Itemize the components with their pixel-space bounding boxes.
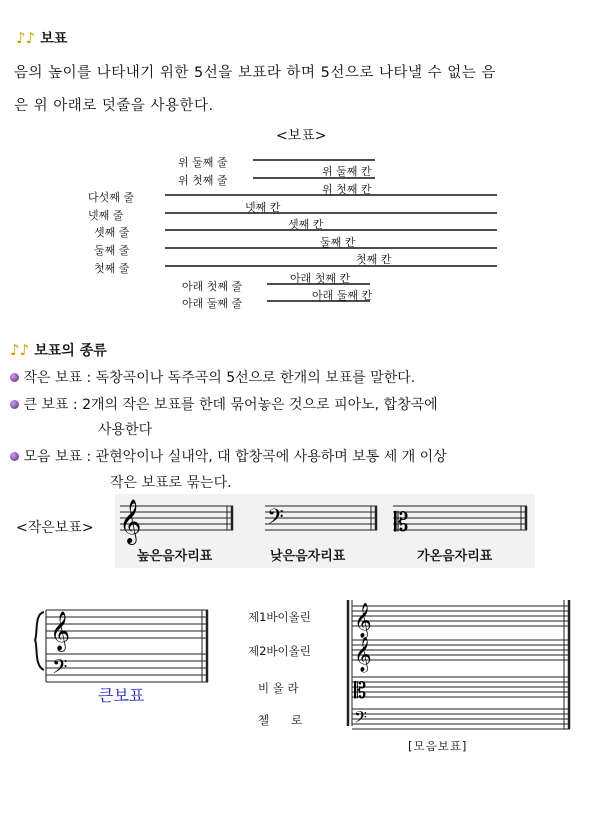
list-item-grand-staff bbox=[10, 394, 438, 414]
label-lower1-space: 아래 첫째 칸 bbox=[290, 272, 351, 285]
treble-clef-icon: 𝄞 bbox=[354, 603, 372, 638]
list-item-continuation: 사용한다 bbox=[98, 422, 153, 438]
bass-clef-icon: 𝄢 bbox=[267, 505, 284, 535]
list-item-continuation: 작은 보표로 묶는다. bbox=[110, 475, 232, 491]
label-lower2-line: 아래 둘째 줄 bbox=[182, 297, 243, 310]
bass-clef-icon: 𝄢 bbox=[52, 655, 68, 683]
section-title: 보표 bbox=[40, 31, 68, 47]
instrument-label-cello: 첼 로 bbox=[258, 713, 303, 727]
grand-staff-caption: 큰보표 bbox=[98, 686, 145, 705]
label-lower2-space: 아래 둘째 칸 bbox=[312, 289, 373, 302]
clef-label-treble: 높은음자리표 bbox=[137, 549, 213, 564]
section-heading-staff-types bbox=[10, 340, 107, 360]
list-item-ensemble-staff bbox=[10, 446, 447, 466]
label-space3: 셋째 칸 bbox=[288, 218, 324, 231]
instrument-label-violin1: 제1바이올린 bbox=[248, 610, 311, 624]
instrument-label-viola: 비 올 라 bbox=[258, 681, 299, 695]
list-item-text: 작은 보표 : 독창곡이나 독주곡의 5선으로 한개의 보표를 말한다. bbox=[23, 370, 416, 386]
grand-staff bbox=[30, 600, 220, 685]
alto-staff bbox=[393, 506, 527, 530]
instrument-label-violin2: 제2바이올린 bbox=[248, 644, 311, 658]
label-line2: 둘째 줄 bbox=[94, 244, 130, 257]
list-item-small-staff bbox=[10, 367, 415, 387]
label-lower1-line: 아래 첫째 줄 bbox=[182, 280, 243, 293]
ensemble-staff-caption: [모음보표] bbox=[408, 739, 468, 753]
treble-clef-icon: 𝄞 bbox=[119, 499, 142, 543]
label-line1: 첫째 줄 bbox=[94, 262, 130, 275]
intro-paragraph-line2: 은 위 아래로 덧줄을 사용한다. bbox=[14, 98, 214, 114]
section-title: 보표의 종류 bbox=[34, 343, 107, 359]
label-space4: 넷째 칸 bbox=[245, 201, 281, 214]
label-upper1-line: 위 첫째 줄 bbox=[178, 174, 228, 187]
clef-label-bass: 낮은음자리표 bbox=[270, 549, 346, 564]
label-space2: 둘째 칸 bbox=[320, 236, 356, 249]
clef-label-alto: 가온음자리표 bbox=[417, 549, 493, 564]
diagram-caption: <보표> bbox=[276, 128, 327, 144]
treble-clef-icon: 𝄞 bbox=[354, 637, 372, 672]
intro-paragraph-line1: 음의 높이를 나타내기 위한 5선을 보표라 하며 5선으로 나타낼 수 없는 음 bbox=[14, 65, 496, 81]
label-line3: 셋째 줄 bbox=[94, 226, 130, 239]
label-upper2-line: 위 둘째 줄 bbox=[178, 156, 228, 169]
label-line5: 다섯째 줄 bbox=[88, 191, 135, 204]
small-staff-label: <작은보표> bbox=[16, 520, 94, 536]
alto-clef-icon: 𝄡 bbox=[354, 679, 367, 704]
bullet-icon bbox=[10, 452, 19, 461]
treble-clef-icon: 𝄞 bbox=[50, 611, 71, 651]
bullet-icon bbox=[10, 373, 19, 382]
list-item-text: 모음 보표 : 관현악이나 실내악, 대 합창곡에 사용하며 보통 세 개 이상 bbox=[23, 449, 447, 465]
label-upper2-space: 위 둘째 칸 bbox=[322, 165, 372, 178]
list-item-text: 큰 보표 : 2개의 작은 보표를 한데 묶어놓은 것으로 피아노, 합창곡에 bbox=[23, 397, 438, 413]
brace-icon bbox=[35, 612, 44, 670]
label-line4: 넷째 줄 bbox=[88, 209, 124, 222]
label-space1: 첫째 칸 bbox=[356, 253, 392, 266]
music-note-icon: ♪♪ bbox=[10, 341, 30, 359]
bullet-icon bbox=[10, 400, 19, 409]
bass-clef-icon: 𝄢 bbox=[354, 707, 367, 731]
music-note-icon: ♪♪ bbox=[16, 29, 36, 47]
alto-clef-icon: 𝄡 bbox=[394, 508, 409, 538]
label-upper1-space: 위 첫째 칸 bbox=[322, 183, 372, 196]
ensemble-staff bbox=[340, 598, 575, 733]
